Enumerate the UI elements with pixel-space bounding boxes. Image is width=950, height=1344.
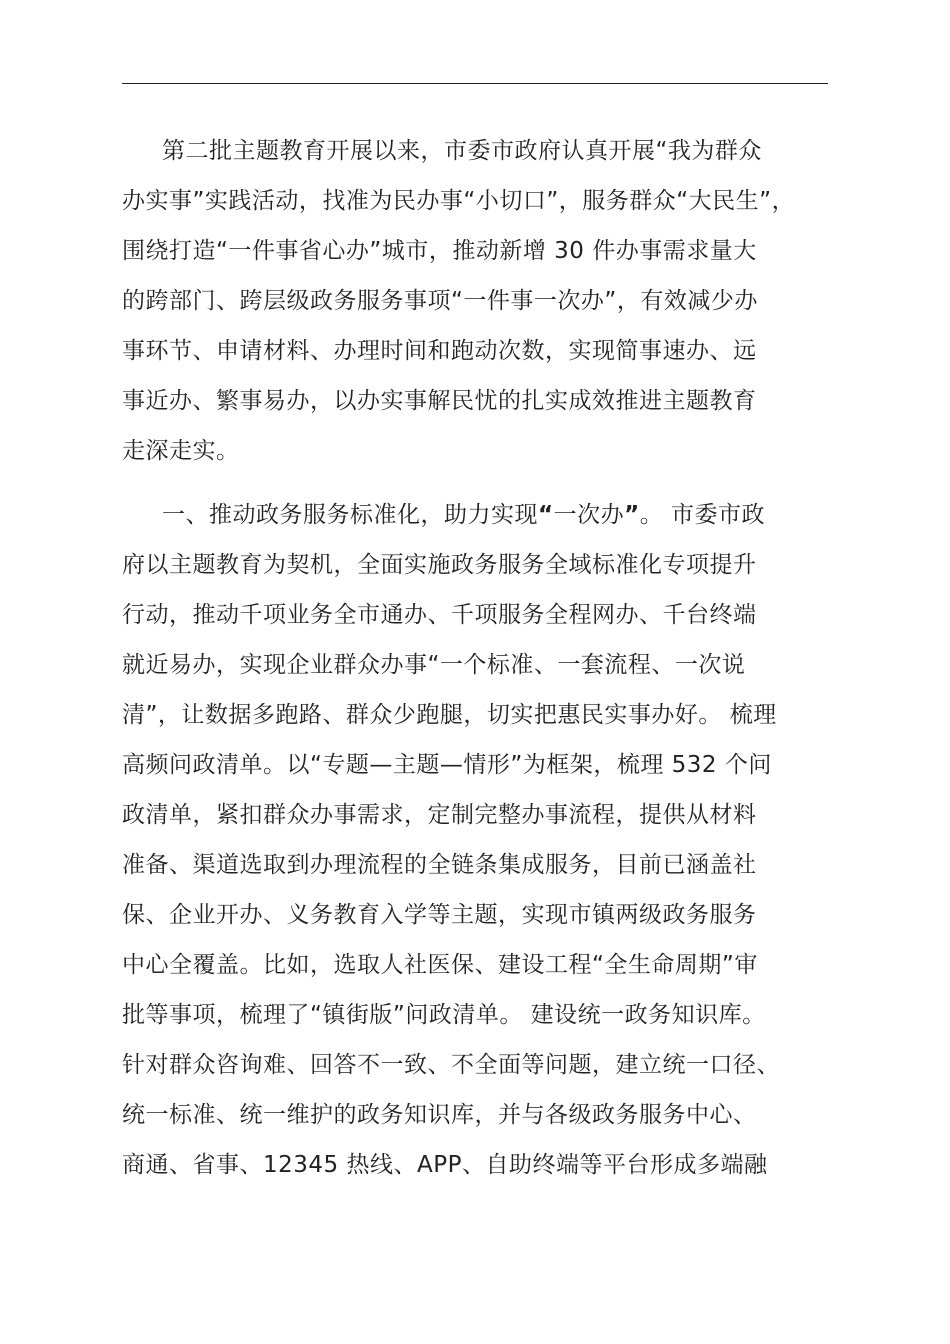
- paragraph-section-one: [122, 490, 828, 1190]
- text-line: 准备、渠道选取到办理流程的全链条集成服务，目前已涵盖社: [122, 852, 757, 878]
- text-line: 商通、省事、12345 热线、APP、自助终端等平台形成多端融: [122, 1152, 768, 1178]
- text-line: 第二批主题教育开展以来，市委市政府认真开展“我为群众: [162, 138, 762, 164]
- text-line: 办实事”实践活动，找准为民办事“小切口”，服务群众“大民生”，: [122, 188, 796, 214]
- paragraph-intro: [122, 126, 828, 476]
- text-line: 清”，让数据多跑路、群众少跑腿，切实把惠民实事办好。 梳理: [122, 702, 777, 728]
- text-line: 政清单，紧扣群众办事需求，定制完整办事流程，提供从材料: [122, 802, 757, 828]
- header-rule: [122, 83, 828, 84]
- text-line: 就近易办，实现企业群众办事“一个标准、一套流程、一次说: [122, 652, 746, 678]
- text-line: 中心全覆盖。比如，选取人社医保、建设工程“全生命周期”审: [122, 952, 758, 978]
- section-lead-text: 。 市委市政: [639, 502, 766, 528]
- text-line: 的跨部门、跨层级政务服务事项“一件事一次办”，有效减少办: [122, 288, 758, 314]
- open-quote: “: [538, 502, 554, 528]
- close-quote: ”: [624, 502, 640, 528]
- text-line: 事近办、繁事易办，以办实事解民忧的扎实成效推进主题教育: [122, 388, 757, 414]
- text-line: 围绕打造“一件事省心办”城市，推动新增 30 件办事需求量大: [122, 238, 757, 264]
- text-line: 府以主题教育为契机，全面实施政务服务全域标准化专项提升: [122, 552, 757, 578]
- quoted-phrase: 一次办: [553, 502, 625, 528]
- text-line: 事环节、申请材料、办理时间和跑动次数，实现简事速办、远: [122, 338, 757, 364]
- section-heading-text: 一、推动政务服务标准化，助力实现: [162, 502, 538, 528]
- text-line: 高频问政清单。以“专题—主题—情形”为框架，梳理 532 个问: [122, 752, 772, 778]
- text-line: 走深走实。: [122, 438, 240, 464]
- text-line: 批等事项，梳理了“镇街版”问政清单。 建设统一政务知识库。: [122, 1002, 766, 1028]
- text-line: 保、企业开办、义务教育入学等主题，实现市镇两级政务服务: [122, 902, 757, 928]
- section-heading-line: [122, 490, 828, 540]
- text-line: 针对群众咨询难、回答不一致、不全面等问题，建立统一口径、: [122, 1052, 780, 1078]
- text-line: 统一标准、统一维护的政务知识库，并与各级政务服务中心、: [122, 1102, 757, 1128]
- text-line: 行动，推动千项业务全市通办、千项服务全程网办、千台终端: [122, 602, 757, 628]
